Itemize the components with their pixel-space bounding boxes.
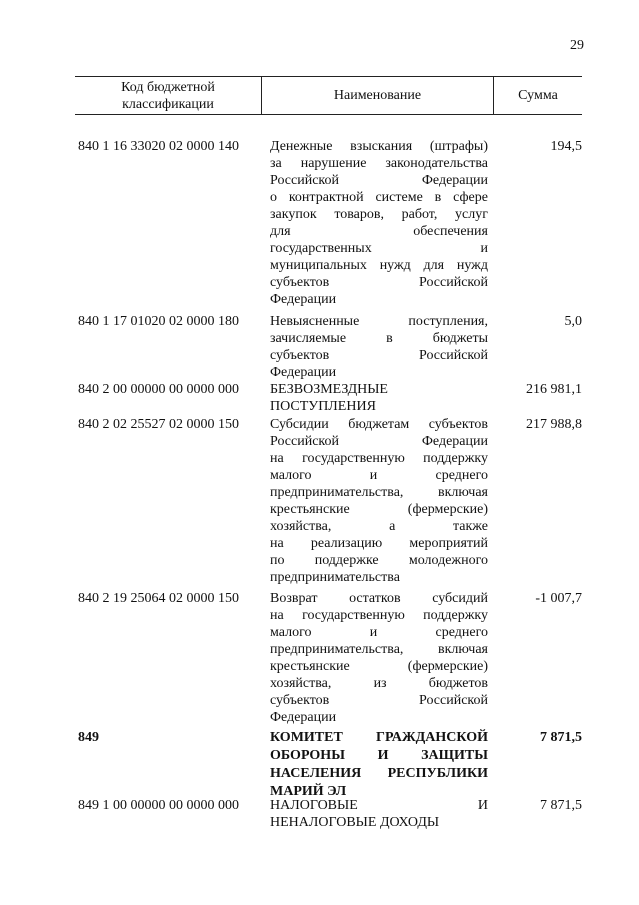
word: Субсидии [270, 417, 329, 432]
word: зачисляемые [270, 331, 347, 346]
item-name [270, 313, 488, 381]
word: ЗАЩИТЫ [421, 748, 488, 763]
item-name-line [270, 274, 488, 291]
item-name-line [270, 729, 488, 747]
word: реализацию [310, 536, 383, 551]
word: субъектов [270, 693, 330, 708]
word: НАЛОГОВЫЕ [270, 798, 358, 813]
word: по [270, 553, 285, 568]
item-name-line [270, 416, 488, 433]
word: ГРАЖДАНСКОЙ [376, 730, 488, 745]
amount: 216 981,1 [526, 382, 582, 397]
word: в [386, 331, 393, 346]
word: предпринимательства, [270, 642, 404, 657]
item-name-line [270, 624, 488, 641]
budget-code: 849 [78, 730, 99, 745]
item-name-line: НЕНАЛОГОВЫЕ ДОХОДЫ [270, 815, 440, 830]
budget-code: 840 2 19 25064 02 0000 150 [78, 591, 239, 606]
header-sum: Сумма [518, 88, 558, 103]
item-name [270, 138, 488, 308]
amount: 5,0 [564, 314, 582, 329]
word: (фермерские) [407, 502, 488, 517]
word: поступления, [408, 314, 488, 329]
header-name: Наименование [262, 77, 494, 114]
word: молодежного [408, 553, 488, 568]
item-name-line [270, 607, 488, 624]
item-name-line: Федерации [270, 292, 337, 307]
word: (фермерские) [407, 659, 488, 674]
table-header [75, 76, 582, 115]
budget-code: 840 2 02 25527 02 0000 150 [78, 417, 239, 432]
item-name-line [270, 535, 488, 552]
item-name-line [270, 240, 488, 257]
word: взыскания [350, 139, 413, 154]
word: КОМИТЕТ [270, 730, 343, 745]
page-number: 29 [570, 38, 584, 53]
word: на [270, 451, 284, 466]
word: крестьянские [270, 502, 350, 517]
word: малого [270, 625, 312, 640]
word: включая [437, 485, 488, 500]
word: о [270, 190, 277, 205]
item-name-line: предпринимательства [270, 570, 400, 585]
item-name-line [270, 330, 488, 347]
item-name-line [270, 223, 488, 240]
item-name-line [270, 590, 488, 607]
amount: 217 988,8 [526, 417, 582, 432]
word: услуг [455, 207, 488, 222]
word: из [373, 676, 387, 691]
item-name-line: Федерации [270, 710, 337, 725]
header-code: Код бюджетной классификации [75, 77, 262, 114]
word: на [270, 608, 284, 623]
word: контрактной [288, 190, 364, 205]
word: законодательства [385, 156, 488, 171]
word: Российской [270, 434, 339, 449]
word: НАСЕЛЕНИЯ [270, 766, 362, 781]
budget-code: 840 1 17 01020 02 0000 180 [78, 314, 239, 329]
item-name-line [270, 675, 488, 692]
word: (штрафы) [429, 139, 488, 154]
word: Денежные [270, 139, 333, 154]
word: Российской [270, 173, 339, 188]
word: закупок [270, 207, 317, 222]
budget-code: 840 2 00 00000 00 0000 000 [78, 382, 239, 397]
word: государственную [302, 451, 405, 466]
item-name-line [270, 257, 488, 274]
word: субъектов [270, 275, 330, 290]
word: И [377, 748, 389, 763]
word: на [270, 536, 284, 551]
word: нужд [379, 258, 411, 273]
item-name-line: МАРИЙ ЭЛ [270, 784, 347, 799]
word: государственных [270, 241, 372, 256]
item-name-line [270, 797, 488, 814]
word: для [423, 258, 445, 273]
word: Невыясненные [270, 314, 360, 329]
word: сфере [453, 190, 488, 205]
item-name [270, 797, 488, 831]
budget-code: 849 1 00 00000 00 0000 000 [78, 798, 239, 813]
item-name [270, 729, 488, 801]
word: Федерации [421, 434, 488, 449]
word: и [369, 468, 378, 483]
word: крестьянские [270, 659, 350, 674]
item-name-line [270, 155, 488, 172]
item-name-line [270, 552, 488, 569]
word: товаров, [334, 207, 384, 222]
item-name-line [270, 206, 488, 223]
item-name-line [270, 347, 488, 364]
word: обеспечения [413, 224, 488, 239]
item-name-line [270, 641, 488, 658]
word: субъектов [428, 417, 488, 432]
item-name-line [270, 658, 488, 675]
item-name-line [270, 313, 488, 330]
item-name-line [270, 138, 488, 155]
word: за [270, 156, 282, 171]
word: Возврат [270, 591, 318, 606]
amount: 7 871,5 [540, 798, 582, 813]
item-name [270, 381, 488, 415]
item-name-line [270, 484, 488, 501]
word: включая [437, 642, 488, 657]
word: ОБОРОНЫ [270, 748, 345, 763]
item-name-line [270, 450, 488, 467]
item-name-line [270, 501, 488, 518]
word: также [452, 519, 488, 534]
word: муниципальных [270, 258, 367, 273]
word: и [369, 625, 378, 640]
item-name-line: ПОСТУПЛЕНИЯ [270, 399, 376, 414]
amount: 7 871,5 [540, 730, 582, 745]
word: нарушение [300, 156, 367, 171]
word: Российской [419, 275, 488, 290]
word: субсидий [432, 591, 488, 606]
item-name-line: Федерации [270, 365, 337, 380]
item-name-line [270, 765, 488, 783]
word: Федерации [421, 173, 488, 188]
item-name-line [270, 518, 488, 535]
word: государственную [302, 608, 405, 623]
word: системе [375, 190, 423, 205]
item-name-line: БЕЗВОЗМЕЗДНЫЕ [270, 382, 388, 397]
word: бюджетам [348, 417, 410, 432]
word: И [477, 798, 488, 813]
amount: -1 007,7 [535, 591, 582, 606]
budget-code: 840 1 16 33020 02 0000 140 [78, 139, 239, 154]
item-name [270, 416, 488, 586]
word: поддержку [423, 608, 488, 623]
word: а [389, 519, 396, 534]
word: Российской [419, 348, 488, 363]
item-name-line [270, 189, 488, 206]
item-name-line [270, 433, 488, 450]
item-name-line [270, 172, 488, 189]
word: остатков [349, 591, 401, 606]
word: среднего [435, 468, 488, 483]
word: среднего [435, 625, 488, 640]
word: хозяйства, [270, 519, 332, 534]
word: бюджеты [432, 331, 488, 346]
item-name [270, 590, 488, 726]
word: мероприятий [409, 536, 488, 551]
word: малого [270, 468, 312, 483]
word: поддержке [314, 553, 379, 568]
word: предпринимательства, [270, 485, 404, 500]
word: в [434, 190, 442, 205]
item-name-line [270, 747, 488, 765]
item-name-line [270, 467, 488, 484]
word: бюджетов [428, 676, 488, 691]
word: РЕСПУБЛИКИ [387, 766, 488, 781]
amount: 194,5 [550, 139, 582, 154]
word: поддержку [423, 451, 488, 466]
word: для [270, 224, 291, 239]
word: Российской [419, 693, 488, 708]
word: нужд [456, 258, 488, 273]
word: субъектов [270, 348, 330, 363]
item-name-line [270, 692, 488, 709]
word: и [480, 241, 488, 256]
word: хозяйства, [270, 676, 332, 691]
word: работ, [401, 207, 438, 222]
